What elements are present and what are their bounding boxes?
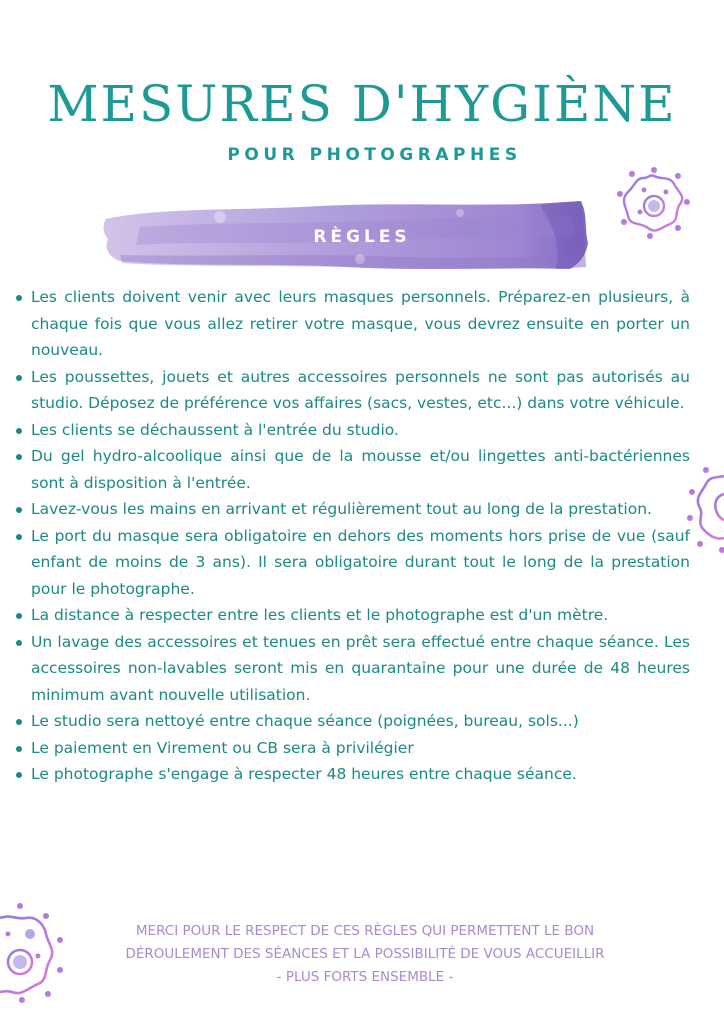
rule-item: Le port du masque sera obligatoire en dehors des moments hors prise de vue (sauf enfant de moins de 3 ans). Il sera obligatoire durant tout le long de la prestation pour le photographe. bbox=[12, 523, 690, 603]
rule-item: Le studio sera nettoyé entre chaque séance (poignées, bureau, sols...) bbox=[12, 708, 690, 735]
rule-item: Les clients se déchaussent à l'entrée du studio. bbox=[12, 417, 690, 444]
virus-icon bbox=[0, 900, 64, 1004]
virus-icon bbox=[616, 164, 692, 240]
virus-icon bbox=[686, 464, 724, 554]
page-subtitle: POUR PHOTOGRAPHES bbox=[227, 145, 522, 165]
rule-item: La distance à respecter entre les clients et le photographe est d'un mètre. bbox=[12, 602, 690, 629]
rule-item: Un lavage des accessoires et tenues en prêt sera effectué entre chaque séance. Les accessoires non-lavables seront mis en quarantaine pour une durée de 48 heures minimum avant nouvelle utilisation. bbox=[12, 629, 690, 709]
rule-item: Du gel hydro-alcoolique ainsi que de la mousse et/ou lingettes anti-bactériennes sont à disposition à l'entrée. bbox=[12, 443, 690, 496]
page-title: MESURES D'HYGIÈNE bbox=[47, 75, 677, 133]
rule-item: Le paiement en Virement ou CB sera à privilégier bbox=[12, 735, 690, 762]
rule-item: Les clients doivent venir avec leurs masques personnels. Préparez-en plusieurs, à chaque fois que vous allez retirer votre masque, vous devrez ensuite en porter un nouveau. bbox=[12, 284, 690, 364]
footer-line: DÉROULEMENT DES SÉANCES ET LA POSSIBILITÉ DE VOUS ACCUEILLIR bbox=[125, 946, 605, 962]
rules-list bbox=[12, 284, 690, 788]
footer-message bbox=[60, 920, 670, 989]
rule-item: Les poussettes, jouets et autres accessoires personnels ne sont pas autorisés au studio. Déposez de préférence vos affaires (sacs, vestes, etc...) dans votre véhicule. bbox=[12, 364, 690, 417]
footer-line: MERCI POUR LE RESPECT DE CES RÈGLES QUI PERMETTENT LE BON bbox=[135, 923, 595, 939]
footer-line: - PLUS FORTS ENSEMBLE - bbox=[276, 969, 454, 985]
rule-item: Lavez-vous les mains en arrivant et régulièrement tout au long de la prestation. bbox=[12, 496, 690, 523]
section-label: RÈGLES bbox=[313, 227, 411, 247]
rule-item: Le photographe s'engage à respecter 48 heures entre chaque séance. bbox=[12, 761, 690, 788]
